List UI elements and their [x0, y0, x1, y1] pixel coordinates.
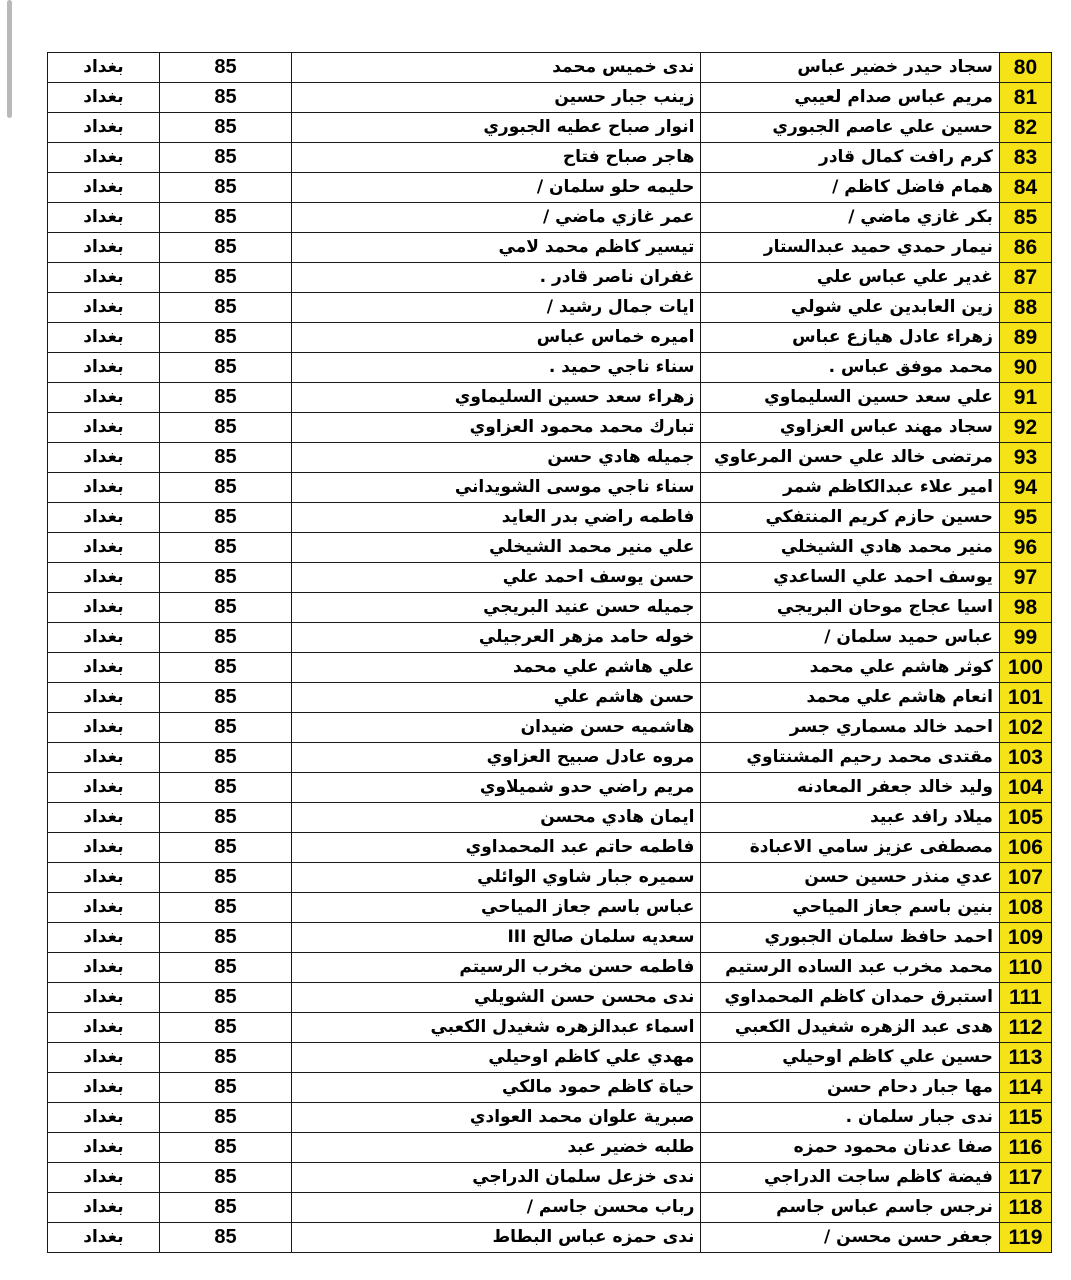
student-name-cell: زهراء عادل هيازع عباس	[701, 323, 999, 353]
city-cell: بغداد	[48, 1163, 160, 1193]
student-name-cell: همام فاضل كاظم /	[701, 173, 999, 203]
parent-name-cell: فاطمه حسن مخرب الرسيتم	[292, 953, 701, 983]
city-cell: بغداد	[48, 473, 160, 503]
city-cell: بغداد	[48, 923, 160, 953]
grade-cell: 85	[159, 383, 291, 413]
parent-name-cell: حليمه حلو سلمان /	[292, 173, 701, 203]
student-name-cell: مرتضى خالد علي حسن المرعاوي	[701, 443, 999, 473]
table-row	[48, 263, 1052, 293]
row-number-cell: 92	[999, 413, 1051, 443]
parent-name-cell: زينب جبار حسين	[292, 83, 701, 113]
row-number-cell: 101	[999, 683, 1051, 713]
row-number-cell: 104	[999, 773, 1051, 803]
grade-cell: 85	[159, 1133, 291, 1163]
student-name-cell: محمد مخرب عبد الساده الرستيم	[701, 953, 999, 983]
student-name-cell: وليد خالد جعفر المعادنه	[701, 773, 999, 803]
student-name-cell: كوثر هاشم علي محمد	[701, 653, 999, 683]
student-name-cell: بنين باسم جعاز المياحي	[701, 893, 999, 923]
student-name-cell: مقتدى محمد رحيم المشنتاوي	[701, 743, 999, 773]
grade-cell: 85	[159, 1193, 291, 1223]
grade-cell: 85	[159, 143, 291, 173]
parent-name-cell: جميله حسن عنيد البريجي	[292, 593, 701, 623]
table-row	[48, 653, 1052, 683]
student-name-cell: احمد حافظ سلمان الجبوري	[701, 923, 999, 953]
parent-name-cell: طلبه خضير عبد	[292, 1133, 701, 1163]
table-row	[48, 893, 1052, 923]
student-name-cell: كرم رافت كمال قادر	[701, 143, 999, 173]
parent-name-cell: خوله حامد مزهر العرجيلي	[292, 623, 701, 653]
student-name-cell: ميلاد رافد عبيد	[701, 803, 999, 833]
grade-cell: 85	[159, 1013, 291, 1043]
table-row	[48, 563, 1052, 593]
grade-cell: 85	[159, 983, 291, 1013]
city-cell: بغداد	[48, 263, 160, 293]
student-name-cell: استبرق حمدان كاظم المحمداوي	[701, 983, 999, 1013]
grade-cell: 85	[159, 713, 291, 743]
grade-cell: 85	[159, 323, 291, 353]
city-cell: بغداد	[48, 863, 160, 893]
grade-cell: 85	[159, 173, 291, 203]
student-name-cell: سجاد مهند عباس العزاوي	[701, 413, 999, 443]
student-name-cell: ندى جبار سلمان .	[701, 1103, 999, 1133]
row-number-cell: 116	[999, 1133, 1051, 1163]
row-number-cell: 89	[999, 323, 1051, 353]
row-number-cell: 100	[999, 653, 1051, 683]
student-name-cell: عدي منذر حسين حسن	[701, 863, 999, 893]
grade-cell: 85	[159, 413, 291, 443]
grade-cell: 85	[159, 563, 291, 593]
city-cell: بغداد	[48, 833, 160, 863]
table-row	[48, 983, 1052, 1013]
student-name-cell: نيمار حمدي حميد عبدالستار	[701, 233, 999, 263]
table-row	[48, 623, 1052, 653]
row-number-cell: 94	[999, 473, 1051, 503]
row-number-cell: 109	[999, 923, 1051, 953]
student-name-cell: محمد موفق عباس .	[701, 353, 999, 383]
city-cell: بغداد	[48, 593, 160, 623]
parent-name-cell: ايات جمال رشيد /	[292, 293, 701, 323]
results-table-body	[48, 53, 1052, 1253]
row-number-cell: 82	[999, 113, 1051, 143]
student-name-cell: علي سعد حسين السليماوي	[701, 383, 999, 413]
row-number-cell: 88	[999, 293, 1051, 323]
table-row	[48, 1133, 1052, 1163]
grade-cell: 85	[159, 863, 291, 893]
city-cell: بغداد	[48, 1013, 160, 1043]
parent-name-cell: زهراء سعد حسين السليماوي	[292, 383, 701, 413]
row-number-cell: 110	[999, 953, 1051, 983]
student-name-cell: زين العابدين علي شولي	[701, 293, 999, 323]
grade-cell: 85	[159, 593, 291, 623]
grade-cell: 85	[159, 83, 291, 113]
grade-cell: 85	[159, 653, 291, 683]
student-name-cell: حسين علي عاصم الجبوري	[701, 113, 999, 143]
table-row	[48, 683, 1052, 713]
row-number-cell: 112	[999, 1013, 1051, 1043]
city-cell: بغداد	[48, 683, 160, 713]
parent-name-cell: علي هاشم علي محمد	[292, 653, 701, 683]
grade-cell: 85	[159, 263, 291, 293]
row-number-cell: 86	[999, 233, 1051, 263]
parent-name-cell: عمر غازي ماضي /	[292, 203, 701, 233]
student-name-cell: سجاد حيدر خضير عباس	[701, 53, 999, 83]
table-row	[48, 1103, 1052, 1133]
parent-name-cell: اسماء عبدالزهره شغيدل الكعبي	[292, 1013, 701, 1043]
city-cell: بغداد	[48, 653, 160, 683]
city-cell: بغداد	[48, 1103, 160, 1133]
grade-cell: 85	[159, 743, 291, 773]
city-cell: بغداد	[48, 803, 160, 833]
grade-cell: 85	[159, 833, 291, 863]
city-cell: بغداد	[48, 293, 160, 323]
row-number-cell: 118	[999, 1193, 1051, 1223]
city-cell: بغداد	[48, 413, 160, 443]
city-cell: بغداد	[48, 893, 160, 923]
parent-name-cell: حسن يوسف احمد علي	[292, 563, 701, 593]
grade-cell: 85	[159, 203, 291, 233]
table-row	[48, 1043, 1052, 1073]
parent-name-cell: سناء ناجي موسى الشويداني	[292, 473, 701, 503]
parent-name-cell: صبرية علوان محمد العوادي	[292, 1103, 701, 1133]
parent-name-cell: رباب محسن جاسم /	[292, 1193, 701, 1223]
table-row	[48, 923, 1052, 953]
grade-cell: 85	[159, 53, 291, 83]
row-number-cell: 107	[999, 863, 1051, 893]
grade-cell: 85	[159, 1163, 291, 1193]
table-row	[48, 113, 1052, 143]
grade-cell: 85	[159, 233, 291, 263]
student-name-cell: نرجس جاسم عباس جاسم	[701, 1193, 999, 1223]
row-number-cell: 113	[999, 1043, 1051, 1073]
city-cell: بغداد	[48, 533, 160, 563]
parent-name-cell: هاشميه حسن ضيدان	[292, 713, 701, 743]
student-name-cell: بكر غازي ماضي /	[701, 203, 999, 233]
row-number-cell: 99	[999, 623, 1051, 653]
student-name-cell: صفا عدنان محمود حمزه	[701, 1133, 999, 1163]
parent-name-cell: ندى حمزه عباس البطاط	[292, 1223, 701, 1253]
row-number-cell: 117	[999, 1163, 1051, 1193]
student-name-cell: فيضة كاظم ساجت الدراجي	[701, 1163, 999, 1193]
grade-cell: 85	[159, 623, 291, 653]
parent-name-cell: مهدي علي كاظم اوحيلي	[292, 1043, 701, 1073]
city-cell: بغداد	[48, 983, 160, 1013]
row-number-cell: 105	[999, 803, 1051, 833]
row-number-cell: 102	[999, 713, 1051, 743]
grade-cell: 85	[159, 503, 291, 533]
grade-cell: 85	[159, 1073, 291, 1103]
city-cell: بغداد	[48, 713, 160, 743]
parent-name-cell: علي منير محمد الشيخلي	[292, 533, 701, 563]
table-row	[48, 83, 1052, 113]
table-row	[48, 473, 1052, 503]
grade-cell: 85	[159, 893, 291, 923]
row-number-cell: 114	[999, 1073, 1051, 1103]
row-number-cell: 106	[999, 833, 1051, 863]
parent-name-cell: مريم راضي حدو شميلاوي	[292, 773, 701, 803]
row-number-cell: 91	[999, 383, 1051, 413]
parent-name-cell: ندى خزعل سلمان الدراجي	[292, 1163, 701, 1193]
row-number-cell: 83	[999, 143, 1051, 173]
city-cell: بغداد	[48, 113, 160, 143]
table-row	[48, 53, 1052, 83]
student-name-cell: جعفر حسن محسن /	[701, 1223, 999, 1253]
row-number-cell: 84	[999, 173, 1051, 203]
table-row	[48, 1073, 1052, 1103]
student-name-cell: عباس حميد سلمان /	[701, 623, 999, 653]
city-cell: بغداد	[48, 143, 160, 173]
table-row	[48, 353, 1052, 383]
parent-name-cell: ندى محسن حسن الشويلي	[292, 983, 701, 1013]
row-number-cell: 85	[999, 203, 1051, 233]
grade-cell: 85	[159, 443, 291, 473]
parent-name-cell: سناء ناجي حميد .	[292, 353, 701, 383]
row-number-cell: 103	[999, 743, 1051, 773]
grade-cell: 85	[159, 953, 291, 983]
grade-cell: 85	[159, 353, 291, 383]
table-row	[48, 233, 1052, 263]
table-row	[48, 383, 1052, 413]
city-cell: بغداد	[48, 503, 160, 533]
row-number-cell: 119	[999, 1223, 1051, 1253]
city-cell: بغداد	[48, 623, 160, 653]
grade-cell: 85	[159, 683, 291, 713]
parent-name-cell: تيسير كاظم محمد لامي	[292, 233, 701, 263]
parent-name-cell: تبارك محمد محمود العزاوي	[292, 413, 701, 443]
student-name-cell: يوسف احمد علي الساعدي	[701, 563, 999, 593]
parent-name-cell: حسن هاشم علي	[292, 683, 701, 713]
city-cell: بغداد	[48, 443, 160, 473]
city-cell: بغداد	[48, 383, 160, 413]
city-cell: بغداد	[48, 1073, 160, 1103]
parent-name-cell: اميره خماس عباس	[292, 323, 701, 353]
row-number-cell: 96	[999, 533, 1051, 563]
student-name-cell: اسيا عجاج موحان البريجي	[701, 593, 999, 623]
parent-name-cell: غفران ناصر قادر .	[292, 263, 701, 293]
student-name-cell: مها جبار دحام حسن	[701, 1073, 999, 1103]
city-cell: بغداد	[48, 1223, 160, 1253]
row-number-cell: 111	[999, 983, 1051, 1013]
scrollbar-thumb[interactable]	[7, 0, 12, 118]
table-row	[48, 773, 1052, 803]
city-cell: بغداد	[48, 323, 160, 353]
student-name-cell: انعام هاشم علي محمد	[701, 683, 999, 713]
parent-name-cell: انوار صباح عطيه الجبوري	[292, 113, 701, 143]
table-row	[48, 803, 1052, 833]
row-number-cell: 108	[999, 893, 1051, 923]
city-cell: بغداد	[48, 83, 160, 113]
table-row	[48, 143, 1052, 173]
parent-name-cell: فاطمه حاتم عبد المحمداوي	[292, 833, 701, 863]
city-cell: بغداد	[48, 1193, 160, 1223]
row-number-cell: 95	[999, 503, 1051, 533]
row-number-cell: 87	[999, 263, 1051, 293]
city-cell: بغداد	[48, 743, 160, 773]
table-row	[48, 593, 1052, 623]
parent-name-cell: ايمان هادي محسن	[292, 803, 701, 833]
parent-name-cell: مروه عادل صبيح العزاوي	[292, 743, 701, 773]
table-row	[48, 1193, 1052, 1223]
city-cell: بغداد	[48, 1133, 160, 1163]
table-row	[48, 323, 1052, 353]
table-row	[48, 1223, 1052, 1253]
parent-name-cell: عباس باسم جعاز المياحي	[292, 893, 701, 923]
student-name-cell: هدى عبد الزهره شغيدل الكعبي	[701, 1013, 999, 1043]
student-name-cell: مريم عباس صدام لعيبي	[701, 83, 999, 113]
student-name-cell: امير علاء عبدالكاظم شمر	[701, 473, 999, 503]
table-row	[48, 743, 1052, 773]
parent-name-cell: سعديه سلمان صالح III	[292, 923, 701, 953]
city-cell: بغداد	[48, 773, 160, 803]
parent-name-cell: سميره جبار شاوي الوائلي	[292, 863, 701, 893]
grade-cell: 85	[159, 473, 291, 503]
table-row	[48, 293, 1052, 323]
grade-cell: 85	[159, 293, 291, 323]
table-row	[48, 1163, 1052, 1193]
parent-name-cell: فاطمه راضي بدر العايد	[292, 503, 701, 533]
city-cell: بغداد	[48, 353, 160, 383]
city-cell: بغداد	[48, 233, 160, 263]
results-table	[47, 52, 1052, 1253]
student-name-cell: احمد خالد مسماري جسر	[701, 713, 999, 743]
table-row	[48, 533, 1052, 563]
student-name-cell: غدير علي عباس علي	[701, 263, 999, 293]
table-row	[48, 863, 1052, 893]
row-number-cell: 80	[999, 53, 1051, 83]
parent-name-cell: ندى خميس محمد	[292, 53, 701, 83]
grade-cell: 85	[159, 923, 291, 953]
table-row	[48, 443, 1052, 473]
table-row	[48, 173, 1052, 203]
grade-cell: 85	[159, 1043, 291, 1073]
city-cell: بغداد	[48, 203, 160, 233]
table-row	[48, 953, 1052, 983]
row-number-cell: 98	[999, 593, 1051, 623]
table-row	[48, 203, 1052, 233]
parent-name-cell: هاجر صباح فتاح	[292, 143, 701, 173]
row-number-cell: 93	[999, 443, 1051, 473]
table-row	[48, 833, 1052, 863]
table-row	[48, 713, 1052, 743]
table-row	[48, 503, 1052, 533]
student-name-cell: حسين علي كاظم اوحيلي	[701, 1043, 999, 1073]
grade-cell: 85	[159, 1103, 291, 1133]
city-cell: بغداد	[48, 1043, 160, 1073]
student-name-cell: منير محمد هادي الشيخلي	[701, 533, 999, 563]
city-cell: بغداد	[48, 173, 160, 203]
row-number-cell: 81	[999, 83, 1051, 113]
row-number-cell: 97	[999, 563, 1051, 593]
row-number-cell: 115	[999, 1103, 1051, 1133]
grade-cell: 85	[159, 1223, 291, 1253]
grade-cell: 85	[159, 533, 291, 563]
city-cell: بغداد	[48, 953, 160, 983]
grade-cell: 85	[159, 113, 291, 143]
table-row	[48, 413, 1052, 443]
city-cell: بغداد	[48, 53, 160, 83]
parent-name-cell: حياة كاظم حمود مالكي	[292, 1073, 701, 1103]
row-number-cell: 90	[999, 353, 1051, 383]
city-cell: بغداد	[48, 563, 160, 593]
table-row	[48, 1013, 1052, 1043]
grade-cell: 85	[159, 803, 291, 833]
grade-cell: 85	[159, 773, 291, 803]
parent-name-cell: جميله هادي حسن	[292, 443, 701, 473]
student-name-cell: حسين حازم كريم المنتفكي	[701, 503, 999, 533]
student-name-cell: مصطفى عزيز سامي الاعبادة	[701, 833, 999, 863]
